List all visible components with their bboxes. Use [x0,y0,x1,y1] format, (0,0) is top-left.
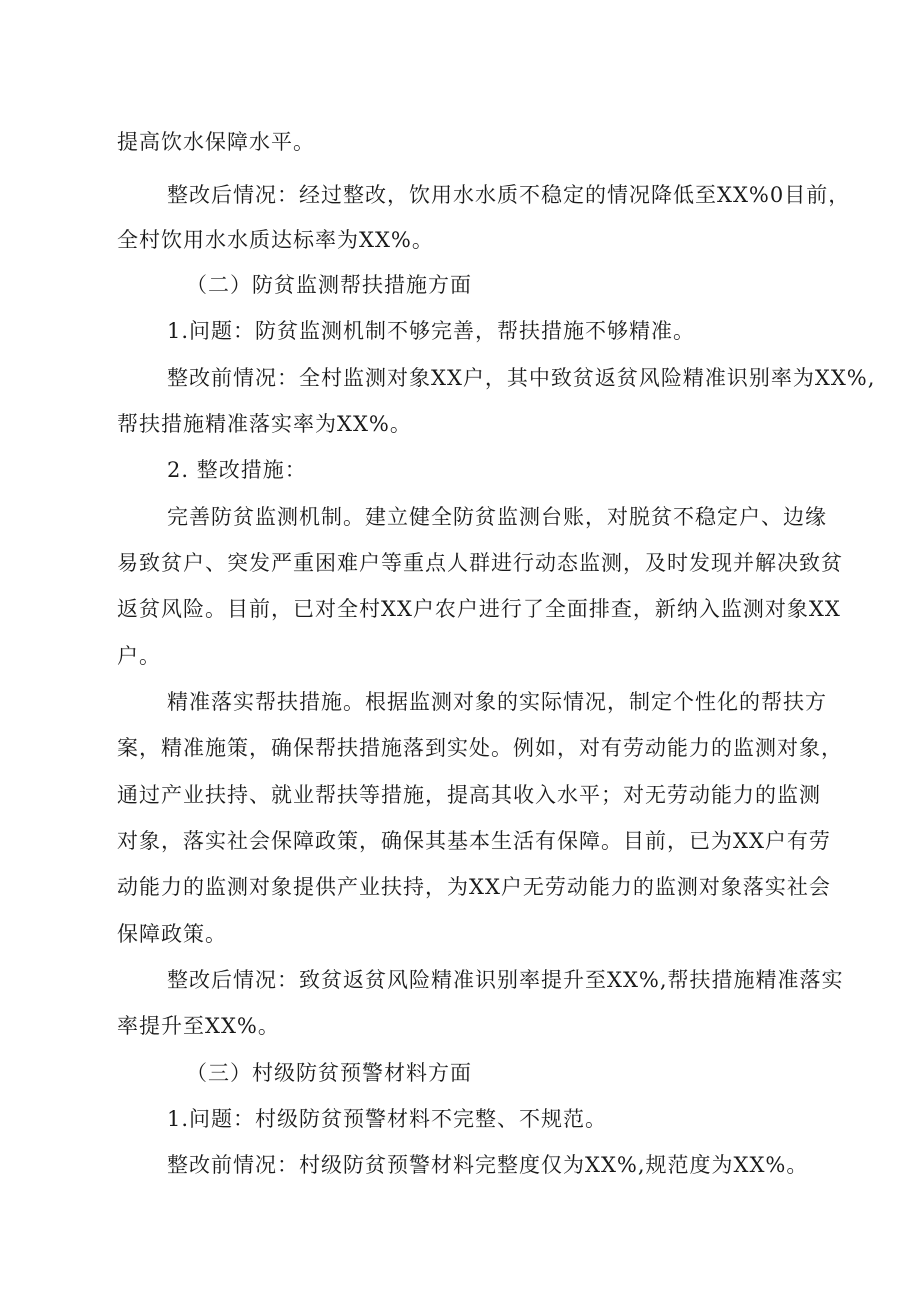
text-line: 返贫风险。目前，已对全村XX户农户进行了全面排查，新纳入监测对象XX [117,597,841,621]
text-line: 整改前情况：村级防贫预警材料完整度仅为XX%,规范度为XX%。 [167,1153,809,1177]
text-line: 全村饮用水水质达标率为XX%。 [117,228,434,252]
text-line: 2. 整改措施： [167,458,307,482]
text-line: 完善防贫监测机制。建立健全防贫监测台账，对脱贫不稳定户、边缘 [167,505,827,529]
text-line: 整改后情况：经过整改，饮用水水质不稳定的情况降低至XX%0目前， [167,183,851,207]
text-line: 案，精准施策，确保帮扶措施落到实处。例如，对有劳动能力的监测对象， [117,736,843,760]
text-line: 帮扶措施精准落实率为XX%。 [117,412,412,436]
text-line: 整改后情况：致贫返贫风险精准识别率提升至XX%,帮扶措施精准落实 [167,968,844,992]
text-line: 精准落实帮扶措施。根据监测对象的实际情况，制定个性化的帮扶方 [167,690,827,714]
text-line: 率提升至XX%。 [117,1014,280,1038]
text-line: 动能力的监测对象提供产业扶持，为XX户无劳动能力的监测对象落实社会 [117,875,831,899]
text-line: 易致贫户、突发严重困难户等重点人群进行动态监测，及时发现并解决致贫 [117,551,843,575]
text-line: 提高饮水保障水平。 [117,130,315,154]
text-line: 对象，落实社会保障政策，确保其基本生活有保障。目前，已为XX户有劳 [117,829,831,853]
section-heading: （三）村级防贫预警材料方面 [186,1061,472,1085]
text-line: 通过产业扶持、就业帮扶等措施，提高其收入水平；对无劳动能力的监测 [117,783,821,807]
text-line: 1.问题：防贫监测机制不够完善，帮扶措施不够精准。 [167,319,696,343]
text-line: 1.问题：村级防贫预警材料不完整、不规范。 [167,1107,608,1131]
text-line: 户。 [117,644,161,668]
text-line: 整改前情况：全村监测对象XX户，其中致贫返贫风险精准识别率为XX%, [167,366,876,390]
text-line: 保障政策。 [117,922,227,946]
section-heading: （二）防贫监测帮扶措施方面 [186,273,472,297]
